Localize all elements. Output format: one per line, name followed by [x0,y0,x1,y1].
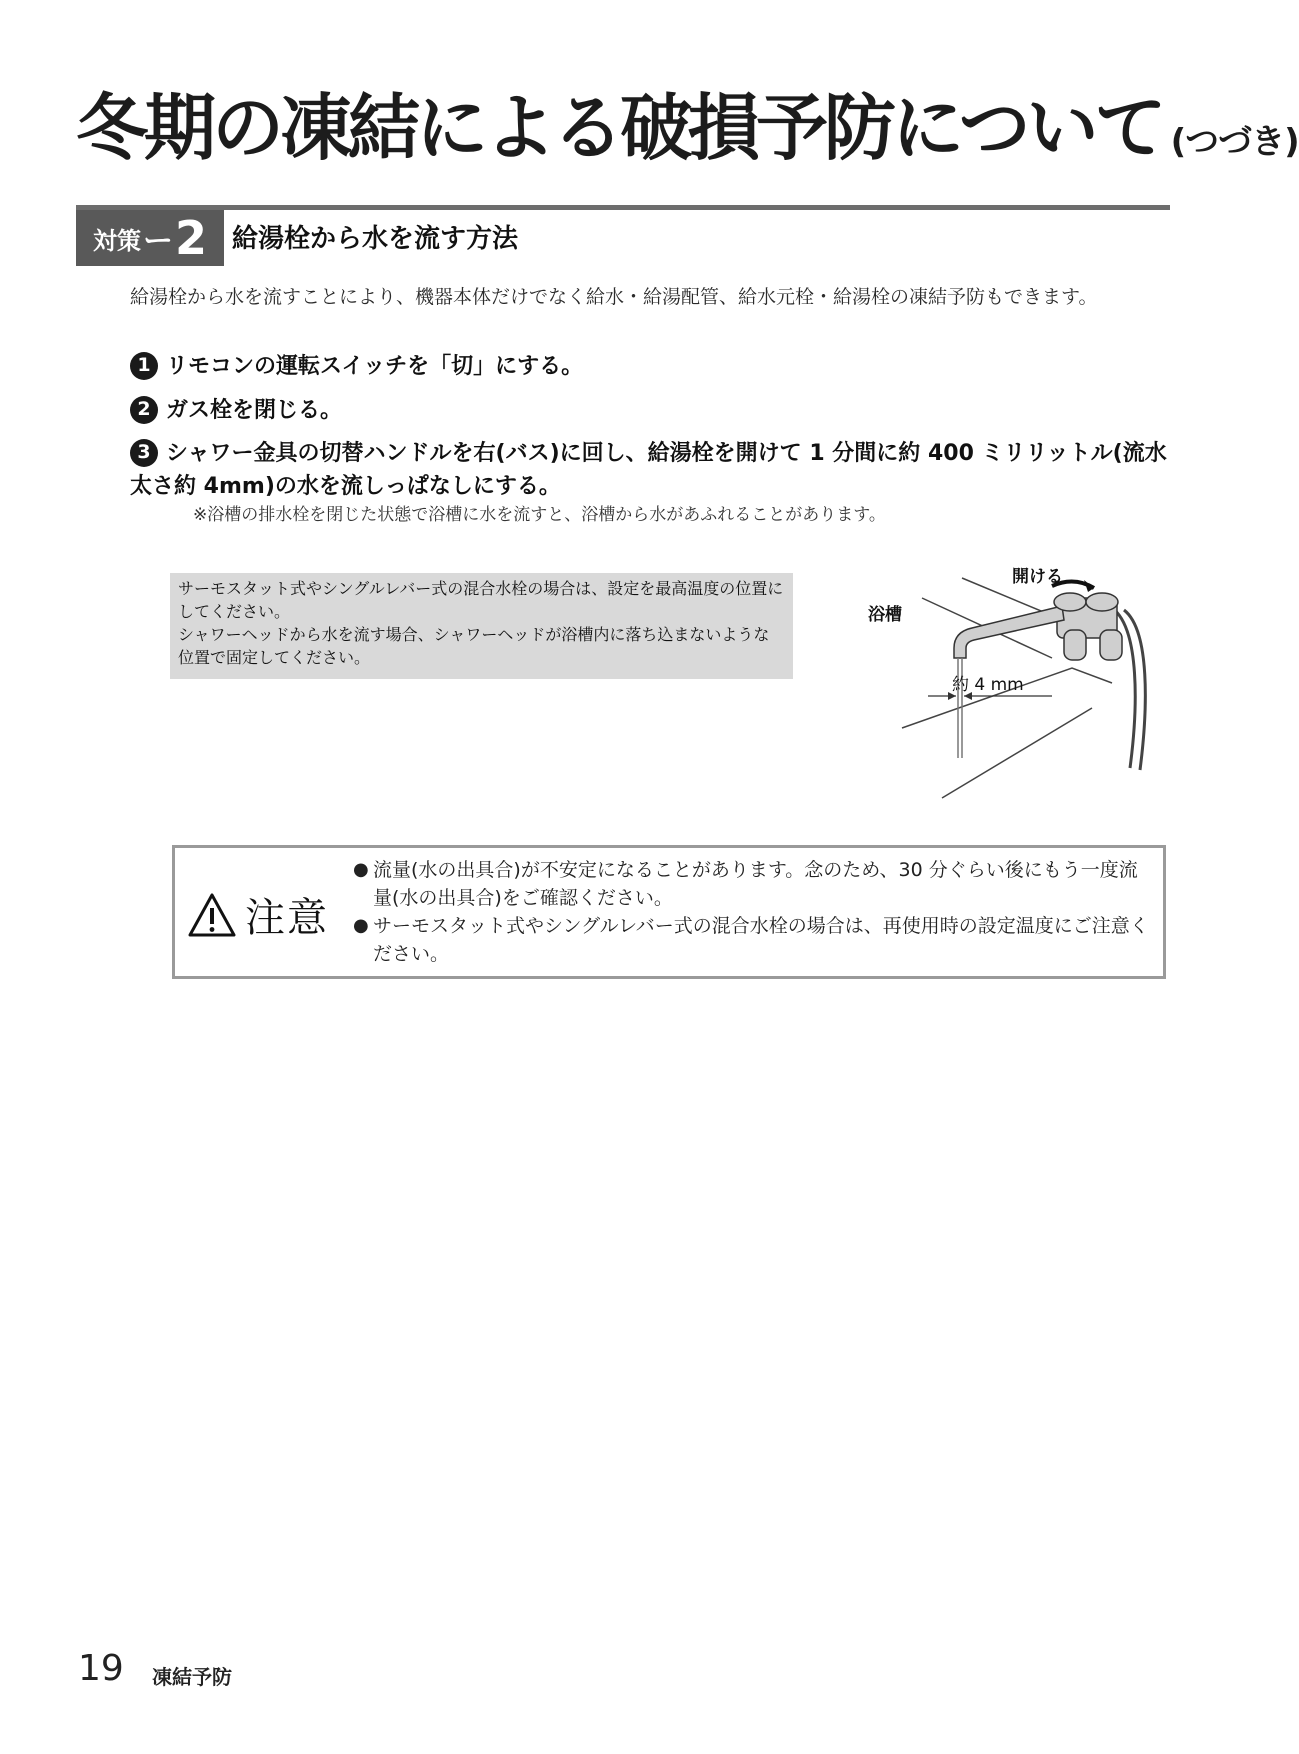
gray-note-line-2: シャワーヘッドから水を流す場合、シャワーヘッドが浴槽内に落ち込まないような位置で固定してください。 [178,625,770,667]
faucet-valve-right [1100,630,1122,660]
caution-item-2 [353,912,1153,968]
faucet-spout [954,606,1064,658]
intro-text: 給湯栓から水を流すことにより、機器本体だけでなく給水・給湯配管、給水元栓・給湯栓の凍結予防もできます。 [130,286,1098,308]
label-width: 約 4 mm [952,675,1024,695]
faucet-handle-left [1054,593,1086,611]
label-tub: 浴槽 [868,605,902,625]
label-open: 開ける [1012,567,1063,587]
step-2-number: 2 [130,396,158,424]
section-divider [76,205,1170,210]
gray-note-box [170,573,793,679]
footer-section-name: 凍結予防 [152,1665,232,1689]
caution-bullet-2: ● [353,915,369,936]
section-heading: 給湯栓から水を流す方法 [232,224,519,254]
caution-item-1-text: 流量(水の出具合)が不安定になることがあります。念のため、30 分ぐらい後にもう一度流量(水の出具合)をご確認ください。 [373,859,1138,909]
page-title-main: 冬期の凍結による破損予防について [76,86,1163,170]
caution-box [172,845,1166,979]
page-number: 19 [78,1648,124,1689]
page-title [76,78,1299,178]
section-tag-dash: ー [142,224,173,259]
caution-bullet-1: ● [353,859,369,880]
caution-title: 注意 [245,895,329,941]
step-1-text: リモコンの運転スイッチを「切」にする。 [166,354,584,379]
caution-item-2-text: サーモスタット式やシングルレバー式の混合水栓の場合は、再使用時の設定温度にご注意ください。 [373,915,1149,965]
step-note: ※浴槽の排水栓を閉じた状態で浴槽に水を流すと、浴槽から水があふれることがあります。 [193,505,886,525]
step-3-number: 3 [130,439,158,467]
section-tag [76,210,224,266]
faucet-illustration [862,558,1150,814]
tub-front-line [942,708,1092,798]
section-tag-number: 2 [174,211,207,265]
section-tag-label: 対策 [92,226,141,255]
caution-item-1 [353,856,1153,912]
gray-note-line-1: サーモスタット式やシングルレバー式の混合水栓の場合は、設定を最高温度の位置にしてください。 [178,579,784,621]
step-2 [130,394,342,427]
step-3-text: シャワー金具の切替ハンドルを右(バス)に回し、給湯栓を開けて 1 分間に約 400 ミリリットル(流水太さ約 4mm)の水を流しっぱなしにする。 [130,441,1167,499]
caution-list [353,856,1153,968]
step-2-text: ガス栓を閉じる。 [166,398,343,423]
step-3 [130,437,1170,503]
caution-header [187,886,329,943]
faucet-handle-right [1086,593,1118,611]
faucet-valve-left [1064,630,1086,660]
page-title-sub: (つづき) [1170,122,1299,162]
step-1-number: 1 [130,352,158,380]
step-1 [130,350,583,383]
warning-triangle-icon [187,892,237,938]
